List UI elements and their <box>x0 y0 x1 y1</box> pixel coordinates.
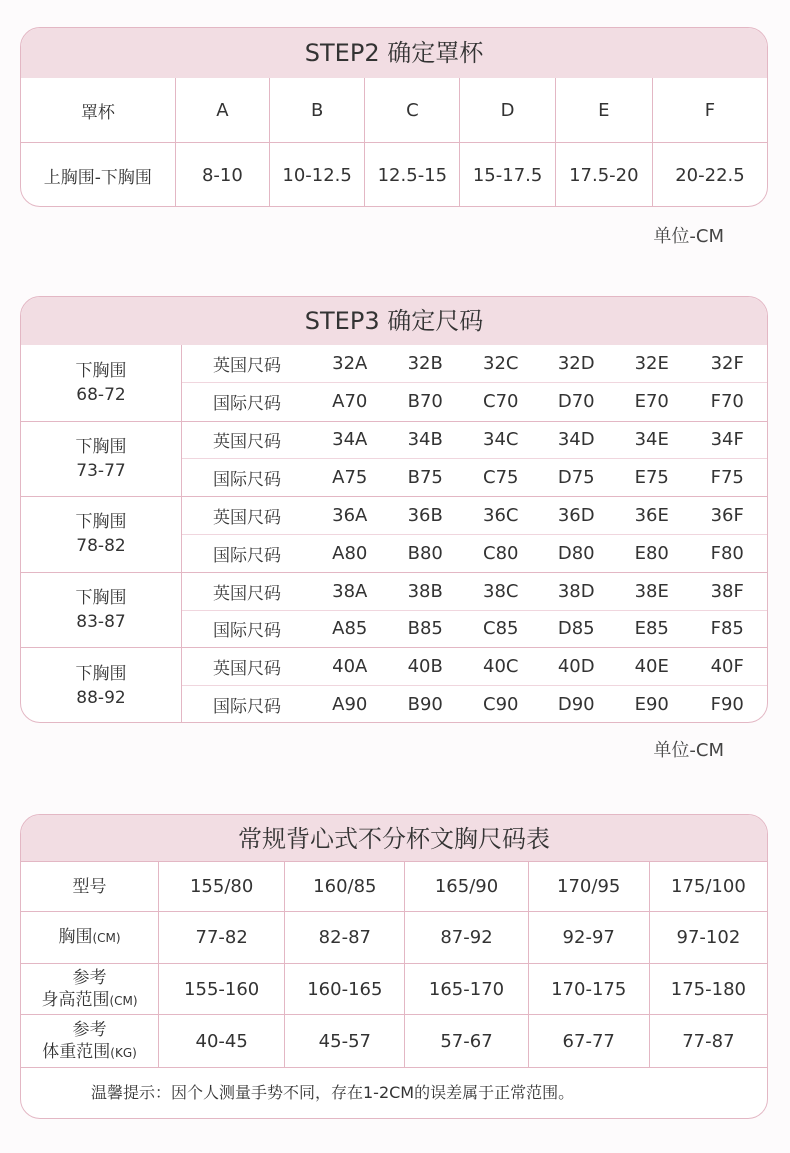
size-cell: E80 <box>634 542 669 564</box>
size-cell: 36A <box>332 505 368 527</box>
size-cell: F70 <box>710 391 744 413</box>
size-cell: B80 <box>407 542 443 564</box>
size-cell: A75 <box>332 467 368 489</box>
size-cell: E85 <box>634 618 669 640</box>
size-cell: 34F <box>710 429 744 451</box>
band-label <box>21 573 182 648</box>
size-cell: C90 <box>483 694 519 716</box>
range-cell: 12.5-15 <box>364 143 459 207</box>
size-cell: E70 <box>634 391 669 413</box>
size-system-label: 国际尺码 <box>213 394 281 415</box>
vest-title: 常规背心式不分杯文胸尺码表 <box>21 815 767 861</box>
size-system-label: 国际尺码 <box>213 470 281 491</box>
size-system-label: 国际尺码 <box>213 697 281 718</box>
vest-row-unit: (KG) <box>110 1045 137 1060</box>
vest-table-body <box>21 861 767 1067</box>
band-group <box>21 496 767 572</box>
vest-value-cell: 155-160 <box>158 964 284 1014</box>
size-cell: 34C <box>483 429 519 451</box>
uk-size-row <box>182 648 767 685</box>
size-system-label: 国际尺码 <box>213 621 281 642</box>
vest-row-label <box>21 964 158 1014</box>
step2-unit: 单位-CM <box>653 226 724 247</box>
size-cell: F85 <box>710 618 744 640</box>
size-cell: 36B <box>407 505 443 527</box>
vest-value-cell: 40-45 <box>158 1015 284 1067</box>
size-system-label: 英国尺码 <box>213 659 281 680</box>
vest-value-cell: 77-87 <box>649 1015 767 1067</box>
vest-value-cell: 97-102 <box>649 912 767 963</box>
size-conversion-body <box>21 345 767 723</box>
vest-value-cell: 160-165 <box>284 964 404 1014</box>
vest-row <box>21 861 767 911</box>
size-cell: 36F <box>710 505 744 527</box>
size-cell: 32D <box>557 353 595 375</box>
size-cell: 34E <box>634 429 669 451</box>
vest-row-unit: (CM) <box>109 993 138 1008</box>
cup-cell: F <box>652 78 767 142</box>
size-system-label: 英国尺码 <box>213 356 281 377</box>
band-range: 78-82 <box>76 536 126 557</box>
size-cell: D85 <box>557 618 595 640</box>
uk-size-row <box>182 497 767 534</box>
size-cell: 32A <box>332 353 368 375</box>
band-group <box>21 647 767 723</box>
intl-size-row <box>182 610 767 648</box>
size-cell: A70 <box>332 391 368 413</box>
size-cell: D70 <box>557 391 595 413</box>
size-cell: B90 <box>407 694 443 716</box>
size-cell: C75 <box>483 467 519 489</box>
intl-size-row <box>182 382 767 420</box>
size-cell: B85 <box>407 618 443 640</box>
vest-value-cell: 82-87 <box>284 912 404 963</box>
band-range: 73-77 <box>76 460 126 481</box>
size-cell: 32B <box>407 353 443 375</box>
vest-value-cell: 45-57 <box>284 1015 404 1067</box>
size-system-label: 国际尺码 <box>213 545 281 566</box>
band-label <box>21 648 182 723</box>
vest-value-cell: 87-92 <box>404 912 527 963</box>
size-cell: 38A <box>332 580 368 602</box>
size-cell: B75 <box>407 467 443 489</box>
size-cell: D80 <box>557 542 595 564</box>
band-group <box>21 345 767 421</box>
band-label-text: 下胸围 <box>75 663 127 684</box>
range-cell: 10-12.5 <box>269 143 364 207</box>
size-cell: 32E <box>634 353 669 375</box>
range-cell: 20-22.5 <box>652 143 767 207</box>
vest-row-name: 身高范围 <box>41 989 110 1010</box>
vest-row-label <box>21 1015 158 1067</box>
size-cell: F80 <box>710 542 744 564</box>
size-system-label: 英国尺码 <box>213 432 281 453</box>
vest-value-cell: 165-170 <box>404 964 527 1014</box>
vest-value-cell: 160/85 <box>284 862 404 911</box>
size-system-label: 英国尺码 <box>213 583 281 604</box>
size-cell: E90 <box>634 694 669 716</box>
vest-row <box>21 1014 767 1067</box>
vest-row-prefix: 参考 <box>72 1019 107 1040</box>
band-label-text: 下胸围 <box>75 588 127 609</box>
vest-row <box>21 963 767 1014</box>
size-cell: 34A <box>332 429 368 451</box>
uk-size-row <box>182 422 767 459</box>
vest-row-name: 胸围 <box>58 927 93 947</box>
vest-value-cell: 77-82 <box>158 912 284 963</box>
vest-value-cell: 170/95 <box>528 862 649 911</box>
size-cell: A85 <box>332 618 368 640</box>
range-cell: 15-17.5 <box>459 143 554 207</box>
measurement-note: 温馨提示：因个人测量手势不同，存在1-2CM的误差属于正常范围。 <box>21 1067 767 1118</box>
band-range: 83-87 <box>76 612 126 633</box>
band-label <box>21 497 182 572</box>
cup-range-label: 上胸围-下胸围 <box>43 167 152 188</box>
size-cell: A80 <box>332 542 368 564</box>
size-cell: 38D <box>557 580 595 602</box>
size-cell: 34D <box>557 429 595 451</box>
band-label <box>21 422 182 497</box>
vest-bra-size-table <box>20 814 768 1119</box>
band-label-text: 下胸围 <box>75 360 127 381</box>
step3-title: STEP3 确定尺码 <box>21 297 767 345</box>
size-cell: D90 <box>557 694 595 716</box>
vest-value-cell: 92-97 <box>528 912 649 963</box>
size-cell: 40F <box>710 656 744 678</box>
size-cell: 36E <box>634 505 669 527</box>
band-label-text: 下胸围 <box>75 512 127 533</box>
cup-header-row <box>21 78 767 142</box>
step3-unit: 单位-CM <box>653 740 724 761</box>
size-system-label: 英国尺码 <box>213 508 281 529</box>
size-cell: 40A <box>332 656 368 678</box>
size-cell: F90 <box>710 694 744 716</box>
vest-row-name: 体重范围 <box>42 1041 111 1062</box>
vest-value-cell: 170-175 <box>528 964 649 1014</box>
vest-value-cell: 165/90 <box>404 862 527 911</box>
vest-value-cell: 57-67 <box>404 1015 527 1067</box>
size-cell: D75 <box>557 467 595 489</box>
vest-value-cell: 67-77 <box>528 1015 649 1067</box>
size-cell: 40C <box>483 656 519 678</box>
size-cell: 40B <box>407 656 443 678</box>
cup-cell: A <box>175 78 269 142</box>
cup-cell: C <box>364 78 459 142</box>
size-cell: 40E <box>634 656 669 678</box>
size-cell: C85 <box>483 618 519 640</box>
size-cell: 36C <box>483 505 519 527</box>
band-range: 88-92 <box>76 687 126 708</box>
intl-size-row <box>182 458 767 496</box>
size-cell: 32C <box>483 353 519 375</box>
step2-title: STEP2 确定罩杯 <box>21 28 767 78</box>
intl-size-row <box>182 534 767 572</box>
size-cell: 32F <box>710 353 744 375</box>
size-cell: F75 <box>710 467 744 489</box>
size-cell: 40D <box>557 656 595 678</box>
vest-row-label <box>21 912 158 963</box>
cup-cell: E <box>555 78 652 142</box>
size-cell: 38C <box>483 580 519 602</box>
size-cell: 38E <box>634 580 669 602</box>
size-conversion-table <box>20 296 768 723</box>
vest-row-unit: (CM) <box>92 931 121 945</box>
band-label-text: 下胸围 <box>75 436 127 457</box>
size-cell: 34B <box>407 429 443 451</box>
vest-row-label <box>21 862 158 911</box>
size-cell: 38B <box>407 580 443 602</box>
uk-size-row <box>182 573 767 610</box>
vest-row-prefix: 参考 <box>72 967 107 988</box>
cup-header-label: 罩杯 <box>80 102 115 123</box>
vest-row <box>21 911 767 963</box>
size-cell: C70 <box>483 391 519 413</box>
range-cell: 17.5-20 <box>555 143 652 207</box>
size-cell: 36D <box>557 505 595 527</box>
intl-size-row <box>182 685 767 723</box>
uk-size-row <box>182 345 767 382</box>
cup-size-table <box>20 27 768 207</box>
size-cell: E75 <box>634 467 669 489</box>
vest-row-name: 型号 <box>72 876 107 897</box>
size-cell: 38F <box>710 580 744 602</box>
size-cell: C80 <box>483 542 519 564</box>
band-group <box>21 572 767 648</box>
band-label <box>21 345 182 421</box>
band-range: 68-72 <box>76 384 126 405</box>
cup-cell: D <box>459 78 554 142</box>
cup-cell: B <box>269 78 364 142</box>
band-group <box>21 421 767 497</box>
vest-value-cell: 175-180 <box>649 964 767 1014</box>
cup-range-row <box>21 142 767 207</box>
size-cell: A90 <box>332 694 368 716</box>
size-cell: B70 <box>407 391 443 413</box>
range-cell: 8-10 <box>175 143 269 207</box>
vest-value-cell: 155/80 <box>158 862 284 911</box>
vest-value-cell: 175/100 <box>649 862 767 911</box>
